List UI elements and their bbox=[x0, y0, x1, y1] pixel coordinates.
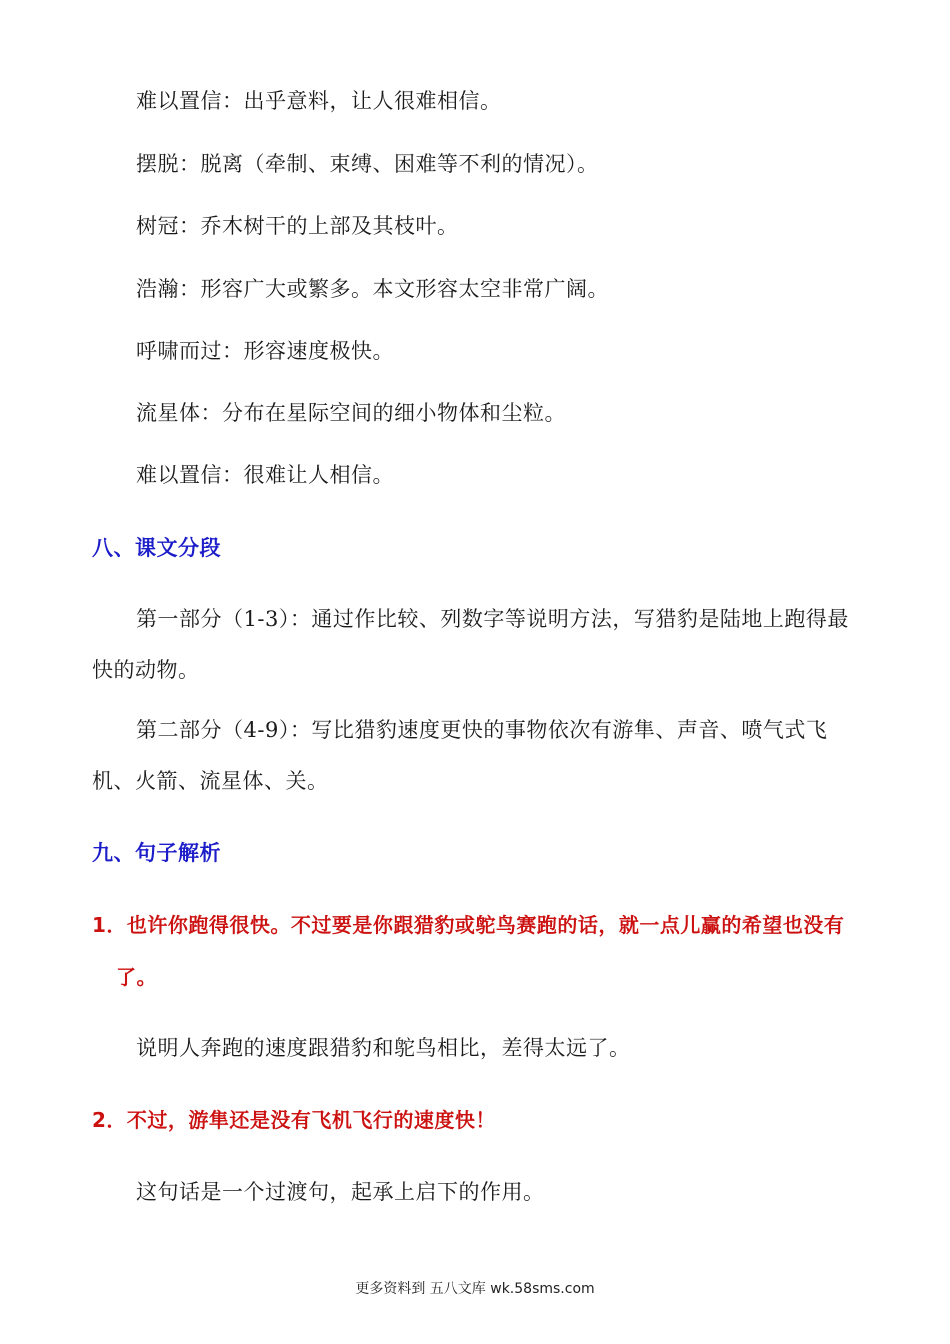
sentence-explanation: 这句话是一个过渡句，起承上启下的作用。 bbox=[136, 1180, 545, 1204]
quoted-sentence: 2．不过，游隼还是没有飞机飞行的速度快！ bbox=[92, 1108, 496, 1132]
section-heading: 八、课文分段 bbox=[92, 536, 221, 560]
section-heading: 九、句子解析 bbox=[92, 841, 221, 865]
quoted-sentence: 1．也许你跑得很快。不过要是你跟猎豹或鸵鸟赛跑的话，就一点儿赢的希望也没有了。 bbox=[92, 913, 845, 989]
paragraph: 第二部分（4-9）：写比猎豹速度更快的事物依次有游隼、声音、喷气式飞机、火箭、流星体、关。 bbox=[92, 718, 828, 793]
sentence-explanation: 说明人奔跑的速度跟猎豹和鸵鸟相比，差得太远了。 bbox=[136, 1036, 631, 1060]
page-footer: 更多资料到 五八文库 wk.58sms.com bbox=[355, 1281, 595, 1297]
definition-line: 浩瀚：形容广大或繁多。本文形容太空非常广阔。 bbox=[136, 277, 609, 301]
definition-line: 树冠：乔木树干的上部及其枝叶。 bbox=[136, 214, 459, 238]
definition-line: 难以置信：出乎意料，让人很难相信。 bbox=[136, 89, 502, 113]
definition-line: 难以置信：很难让人相信。 bbox=[136, 463, 394, 487]
definition-line: 流星体：分布在星际空间的细小物体和尘粒。 bbox=[136, 401, 566, 425]
paragraph: 第一部分（1-3）：通过作比较、列数字等说明方法，写猎豹是陆地上跑得最快的动物。 bbox=[92, 607, 849, 682]
definition-line: 摆脱：脱离（牵制、束缚、困难等不利的情况）。 bbox=[136, 152, 599, 176]
definition-line: 呼啸而过：形容速度极快。 bbox=[136, 339, 394, 363]
